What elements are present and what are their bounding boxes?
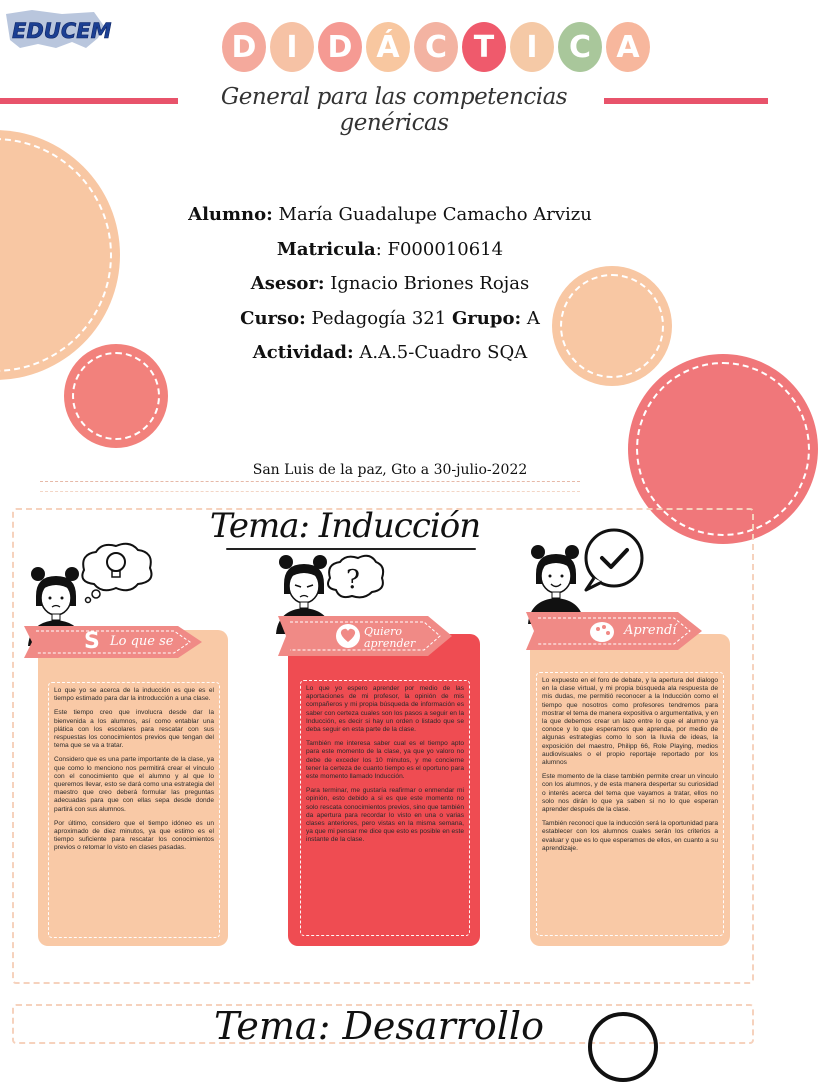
curso-line: Curso: Pedagogía 321 Grupo: A — [240, 307, 540, 329]
page-subtitle: General para las competencias genéricas — [220, 84, 568, 136]
banner-quiero-aprender: Quiero aprender — [276, 612, 456, 652]
column-paragraph: También me interesa saber cual es el tiempo apto para este momento de la clase, ya que yo valoro no debe de exceder los 10 minutos, y me concierne tener la certeza de cuanto tiempo es el oportuno para este momento llamado Inducción. — [306, 740, 464, 781]
column-paragraph: Para terminar, me gustaría reafirmar o enmendar mi opinión, esto debido a si es que este momento no solo rescata conocimientos previos, sino que también da apertura para recordar lo visto en una o varias clases anteriores, pero vistas en la misma semana, ya que mi pensar me dice que esto es posible en este instante de la clase. — [306, 787, 464, 844]
place-date: San Luis de la paz, Gto a 30-julio-2022 — [252, 462, 528, 478]
title-letter: A — [606, 22, 650, 72]
title-letter: I — [510, 22, 554, 72]
matricula-line: Matricula: F000010614 — [276, 238, 504, 260]
student-info — [120, 198, 660, 371]
lightbulb-thought-bubble — [74, 540, 158, 609]
column-quiero-aprender — [288, 634, 480, 946]
column-paragraph: Lo que yo espero aprender por medio de las aportaciones de mi profesor, la opinión de mis compañeros y mi propia búsqueda de información es saber con certeza cuales son los pasos a seguir en la Inducción, es decir si hay un orden o listado que se deba seguir en esta parte de la clase. — [306, 685, 464, 734]
title-letter: C — [414, 22, 458, 72]
question-icon: ? — [346, 565, 360, 595]
column-text — [300, 680, 470, 936]
column-paragraph: Este momento de la clase también permite crear un vínculo con los alumnos, y de esta manera despertar su curiosidad o interés acerca del tema que vayamos a tratar, ellos no solo nos dirán lo que ya saben si no lo que esperan aprender después de la clase. — [542, 773, 718, 814]
column-text — [536, 672, 724, 936]
column-paragraph: También reconocí que la inducción será la oportunidad para establecer con los alumnos cuales serán los criterios a evaluar y que es lo que esperamos de ellos, en cuanto a su aprendizaje. — [542, 820, 718, 852]
column-paragraph: Lo que yo se acerca de la inducción es que es el tiempo estimado para dar la introducción a una clase. — [54, 687, 214, 703]
title-letter: D — [222, 22, 266, 72]
palette-icon — [590, 622, 614, 642]
next-section-title: Tema: Desarrollo — [214, 1004, 544, 1048]
column-paragraph: Por último, considero que el tiempo idóneo es un aproximado de diez minutos, ya que estimo es el tiempo suficiente para rescatar los conocimientos previos o retomar lo visto en clases pasadas. — [54, 819, 214, 852]
title-letter: C — [558, 22, 602, 72]
logo-text: EDUCEM — [12, 19, 112, 43]
title-letter: D — [318, 22, 362, 72]
educem-logo — [2, 4, 112, 54]
section-title: Tema: Inducción — [209, 506, 481, 546]
asesor-line: Asesor: Ignacio Briones Rojas — [250, 273, 530, 294]
decor-circle-large-left — [0, 130, 120, 380]
column-text — [48, 682, 220, 938]
banner-lo-que-se: S Lo que se — [22, 622, 206, 662]
section-title-underline — [226, 548, 476, 550]
column-paragraph: Este tiempo creo que involucra desde dar la bienvenida a los alumnos, así como entablar una plática con los escolares para rescatar con sus respuestas los conocimientos previos que tengan del tema que se va a tratar. — [54, 709, 214, 750]
banner-aprendi: Aprendí — [524, 608, 706, 648]
column-lo-que-se — [38, 630, 228, 946]
column-aprendi — [530, 634, 730, 946]
dollar-icon: S — [84, 629, 100, 654]
divider — [40, 491, 580, 492]
header-divider-left — [0, 98, 178, 104]
column-paragraph: Lo expuesto en el foro de debate, y la apertura del dialogo en la clase virtual, y mi propia búsqueda ala respuesta de mis dudas, me permitió reconocer a la Inducción como el tiempo que nosotros como profesores tendremos para mostrar el tema de manera expositiva o argumentativa, y en la que debemos crear un lazo entre lo que el alumno ya conoce y lo que esperamos que aprenda, por medio de algunas estrategias como lo son la lluvia de ideas, la exposición del maestro, Philipp 66, Role Playing, medios audiovisuales o el propio reportaje reportado por los alumnos — [542, 677, 718, 767]
page-title — [222, 22, 650, 72]
question-thought-bubble — [322, 552, 386, 613]
divider — [40, 481, 580, 482]
alumno-line: Alumno: María Guadalupe Camacho Arvizu — [188, 204, 592, 225]
next-section-bubble — [588, 1012, 658, 1082]
actividad-line: Actividad: A.A.5-Cuadro SQA — [252, 342, 528, 363]
title-letter: T — [462, 22, 506, 72]
header-divider-right — [604, 98, 768, 104]
title-letter: Á — [366, 22, 410, 72]
check-speech-bubble — [580, 526, 646, 599]
title-letter: I — [270, 22, 314, 72]
column-paragraph: Considero que es una parte importante de la clase, ya que como lo menciono nos permitirá crear el vínculo con el conocimiento que el alumno y al que lo queremos llevar, esto se dará como una estrategia del maestro que creo deberá formular las preguntas adecuadas para que con ellas sepa desde donde partirá con sus alumnos. — [54, 756, 214, 813]
